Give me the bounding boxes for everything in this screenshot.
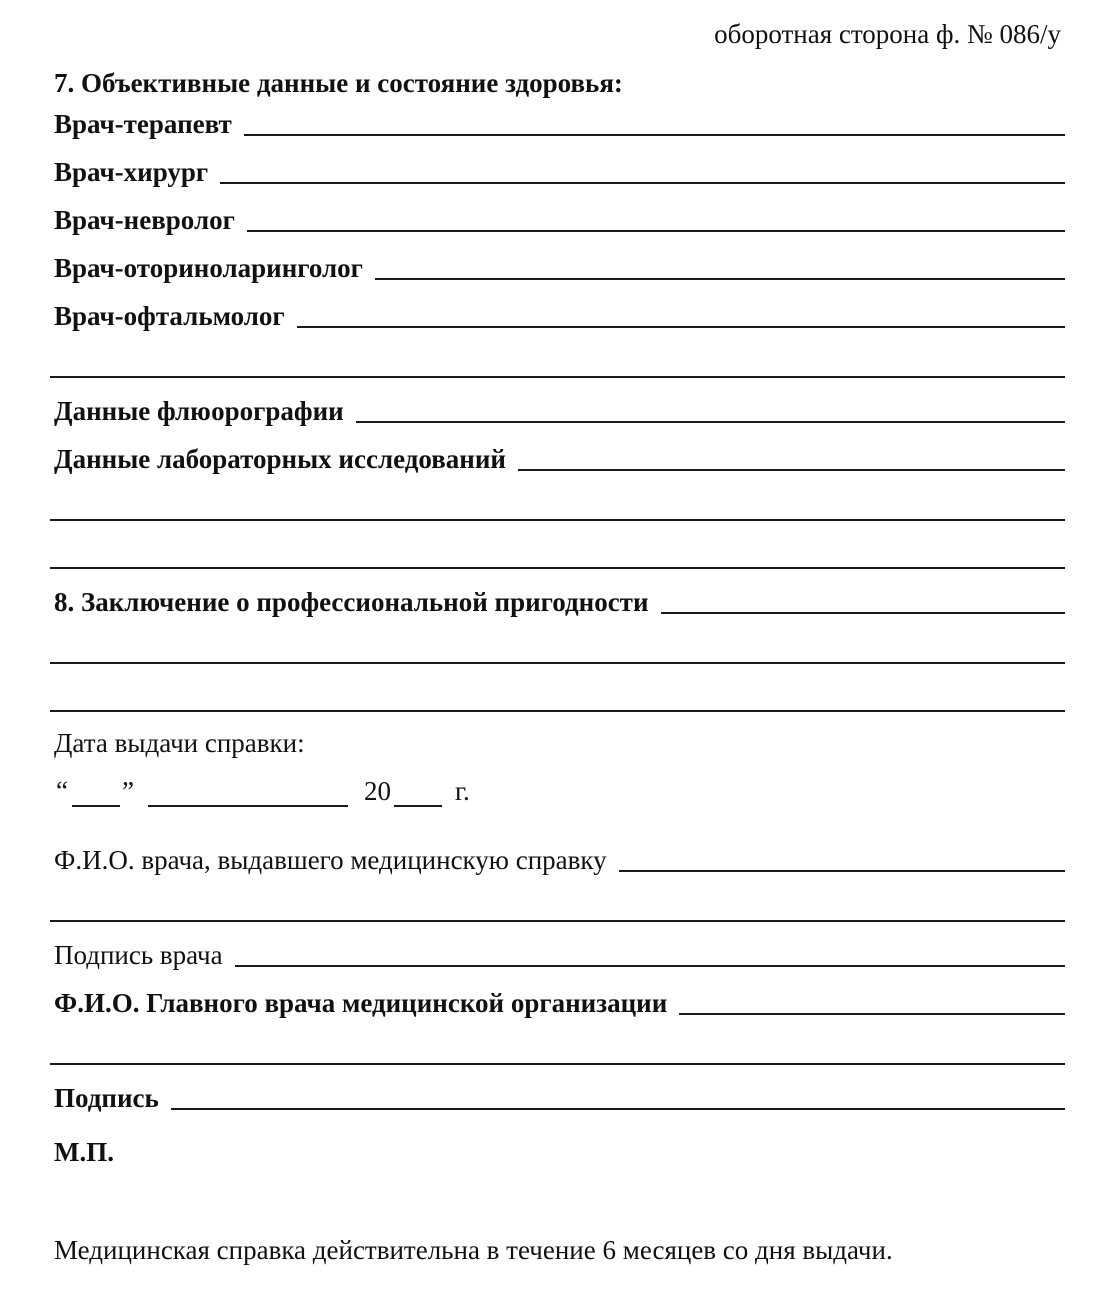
therapist-field[interactable] [244, 133, 1065, 136]
doctor-name-row [54, 842, 1065, 876]
therapist-label: Врач-терапевт [54, 109, 232, 139]
form-side-label: оборотная сторона ф. № 086/у [714, 19, 1061, 49]
ent-row [54, 250, 1065, 284]
month-field[interactable] [148, 805, 348, 807]
surgeon-row [54, 154, 1065, 188]
section-7-title: 7. Объективные данные и состояние здоровья: [54, 68, 623, 98]
lab-row [54, 441, 1065, 475]
neurologist-field[interactable] [247, 229, 1065, 232]
validity-note: Медицинская справка действительна в течение 6 месяцев со дня выдачи. [54, 1235, 893, 1265]
conclusion-field[interactable] [661, 611, 1065, 614]
neurologist-label: Врач-невролог [54, 205, 235, 235]
doctor-sign-row [54, 937, 1065, 971]
ent-field[interactable] [375, 277, 1065, 280]
sign-label: Подпись [54, 1083, 159, 1113]
quote-close: ” [122, 776, 134, 806]
stamp-label: М.П. [54, 1137, 114, 1167]
blank-line-5[interactable] [50, 710, 1065, 712]
chief-row [54, 985, 1065, 1019]
year-suffix: г. [455, 776, 470, 806]
ent-label: Врач-оториноларинголог [54, 253, 363, 283]
surgeon-field[interactable] [220, 181, 1065, 184]
sign-row [54, 1080, 1065, 1114]
fluoro-row [54, 393, 1065, 427]
section-8-row [54, 584, 1065, 618]
doctor-sign-field[interactable] [235, 964, 1065, 967]
ophthalmologist-label: Врач-офтальмолог [54, 301, 285, 331]
blank-line-6[interactable] [50, 920, 1065, 922]
section-8-title: 8. Заключение о профессиональной пригодности [54, 587, 649, 617]
year-field[interactable] [394, 805, 442, 807]
therapist-row [54, 106, 1065, 140]
year-prefix: 20 [364, 776, 391, 806]
chief-label: Ф.И.О. Главного врача медицинской организации [54, 988, 668, 1018]
fluoro-field[interactable] [356, 420, 1065, 423]
quote-open: “ [56, 776, 68, 806]
blank-line-7[interactable] [50, 1063, 1065, 1065]
ophthalmologist-field[interactable] [297, 325, 1065, 328]
blank-line-2[interactable] [50, 519, 1065, 521]
lab-field[interactable] [518, 468, 1065, 471]
blank-line-3[interactable] [50, 567, 1065, 569]
day-field[interactable] [72, 805, 120, 807]
ophthalmologist-row [54, 298, 1065, 332]
date-label: Дата выдачи справки: [54, 728, 305, 758]
lab-label: Данные лабораторных исследований [54, 444, 506, 474]
doctor-sign-label: Подпись врача [54, 940, 223, 970]
sign-field[interactable] [171, 1107, 1065, 1110]
blank-line-1[interactable] [50, 376, 1065, 378]
neurologist-row [54, 202, 1065, 236]
blank-line-4[interactable] [50, 662, 1065, 664]
fluoro-label: Данные флюорографии [54, 396, 344, 426]
doctor-name-label: Ф.И.О. врача, выдавшего медицинскую справку [54, 845, 607, 875]
surgeon-label: Врач-хирург [54, 157, 209, 187]
doctor-name-field[interactable] [619, 869, 1065, 872]
chief-name-field[interactable] [679, 1012, 1065, 1015]
